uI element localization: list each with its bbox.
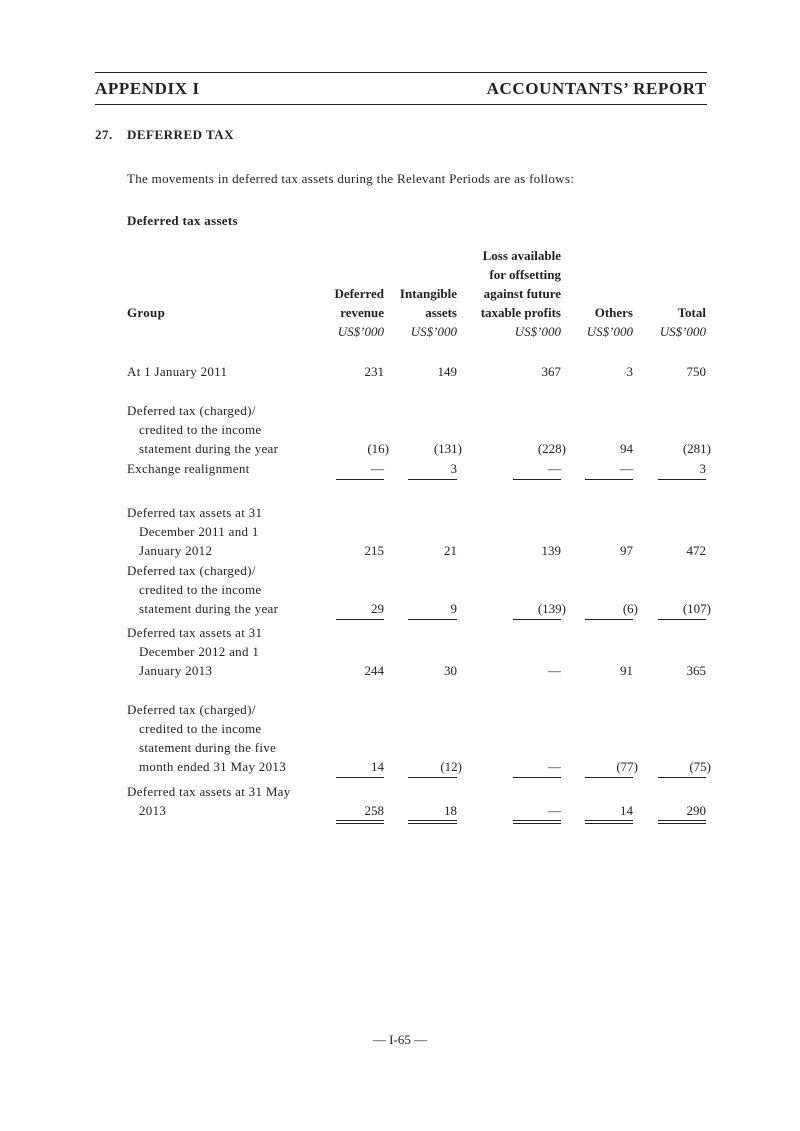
row-label: At 1 January 2011	[127, 364, 228, 379]
col2-heading-line1: Intangible	[399, 286, 457, 301]
subtotal-rule	[585, 777, 633, 778]
table-cell: (12)	[440, 759, 462, 774]
subtotal-rule	[658, 777, 706, 778]
table-cell: 231	[364, 364, 384, 379]
col3-unit: US$’000	[514, 324, 561, 339]
table-cell: —	[548, 461, 561, 476]
col5-unit: US$’000	[659, 324, 706, 339]
page-header	[95, 72, 707, 105]
table-cell: 29	[371, 601, 384, 616]
table-cell: (75)	[689, 759, 711, 774]
col1-heading-line2: revenue	[340, 305, 384, 320]
row-label: credited to the income	[139, 422, 262, 437]
table-cell: (281)	[682, 441, 711, 456]
subtotal-rule	[513, 619, 561, 620]
table-cell: 215	[364, 543, 384, 558]
table-cell: 290	[686, 803, 706, 818]
row-label: Deferred tax (charged)/	[127, 563, 256, 578]
subtotal-rule	[408, 479, 457, 480]
row-label: statement during the year	[139, 441, 279, 456]
row-label: December 2011 and 1	[139, 524, 259, 539]
total-double-rule	[585, 820, 633, 824]
table-cell: 149	[437, 364, 457, 379]
table-cell: 244	[364, 663, 384, 678]
table-cell: 94	[620, 441, 633, 456]
row-label: Exchange realignment	[127, 461, 250, 476]
table-cell: 750	[686, 364, 706, 379]
row-label: Deferred tax assets at 31 May	[127, 784, 291, 799]
table-cell: (77)	[616, 759, 638, 774]
col1-heading-line1: Deferred	[334, 286, 384, 301]
table-cell: 9	[450, 601, 457, 616]
table-cell: —	[548, 759, 561, 774]
table-cell: —	[371, 461, 384, 476]
row-label: December 2012 and 1	[139, 644, 260, 659]
appendix-label: APPENDIX I	[95, 79, 200, 98]
col1-unit: US$’000	[337, 324, 384, 339]
table-cell: (131)	[433, 441, 462, 456]
table-cell: 139	[541, 543, 561, 558]
total-double-rule	[408, 820, 457, 824]
table-cell: 97	[620, 543, 633, 558]
row-label: statement during the five	[139, 740, 277, 755]
col4-heading: Others	[594, 305, 633, 320]
table-cell: 3	[450, 461, 457, 476]
row-label: Deferred tax assets at 31	[127, 625, 263, 640]
row-label: credited to the income	[139, 721, 262, 736]
table-cell: (16)	[367, 441, 389, 456]
group-label: Group	[127, 305, 166, 320]
table-cell: (139)	[537, 601, 566, 616]
subtotal-rule	[513, 479, 561, 480]
table-cell: 472	[686, 543, 706, 558]
row-label: month ended 31 May 2013	[139, 759, 286, 774]
table-cell: 21	[444, 543, 457, 558]
subtotal-rule	[336, 479, 384, 480]
subtotal-rule	[408, 777, 457, 778]
table-cell: (228)	[537, 441, 566, 456]
subtotal-rule	[408, 619, 457, 620]
subtotal-rule	[658, 619, 706, 620]
table-cell: (107)	[682, 601, 711, 616]
section-number: 27.	[95, 127, 113, 142]
subtotal-rule	[585, 619, 633, 620]
table-cell: 258	[364, 803, 384, 818]
subtotal-rule	[336, 777, 384, 778]
table-cell: —	[548, 803, 561, 818]
total-double-rule	[658, 820, 706, 824]
table-cell: 14	[620, 803, 633, 818]
subtotal-rule	[658, 479, 706, 480]
col3-heading-line3: against future	[483, 286, 561, 301]
table-cell: —	[548, 663, 561, 678]
col5-heading: Total	[677, 305, 706, 320]
col2-unit: US$’000	[410, 324, 457, 339]
total-double-rule	[513, 820, 561, 824]
page-number: — I-65 —	[372, 1032, 428, 1047]
col2-heading-line2: assets	[425, 305, 457, 320]
row-label: January 2013	[139, 663, 213, 678]
table-cell: 30	[444, 663, 457, 678]
table-cell: 14	[371, 759, 384, 774]
table-cell: 365	[686, 663, 706, 678]
section-title: DEFERRED TAX	[127, 127, 235, 142]
subtotal-rule	[336, 619, 384, 620]
intro-paragraph: The movements in deferred tax assets during the Relevant Periods are as follows:	[127, 171, 575, 186]
subtotal-rule	[585, 479, 633, 480]
col3-heading-line2: for offsetting	[489, 267, 561, 282]
table-cell: 91	[620, 663, 633, 678]
subheading: Deferred tax assets	[127, 213, 238, 228]
row-label: Deferred tax (charged)/	[127, 403, 256, 418]
table-cell: 3	[626, 364, 633, 379]
row-label: Deferred tax (charged)/	[127, 702, 256, 717]
table-cell: (6)	[622, 601, 638, 616]
row-label: credited to the income	[139, 582, 262, 597]
table-cell: 3	[699, 461, 706, 476]
row-label: Deferred tax assets at 31	[127, 505, 263, 520]
table-cell: 367	[541, 364, 561, 379]
table-cell: —	[620, 461, 633, 476]
col4-unit: US$’000	[586, 324, 633, 339]
table-cell: 18	[444, 803, 457, 818]
total-double-rule	[336, 820, 384, 824]
row-label: 2013	[139, 803, 167, 818]
row-label: January 2012	[139, 543, 213, 558]
report-title: ACCOUNTANTS’ REPORT	[486, 79, 707, 98]
col3-heading-line4: taxable profits	[480, 305, 561, 320]
row-label: statement during the year	[139, 601, 279, 616]
subtotal-rule	[513, 777, 561, 778]
col3-heading-line1: Loss available	[482, 248, 561, 263]
